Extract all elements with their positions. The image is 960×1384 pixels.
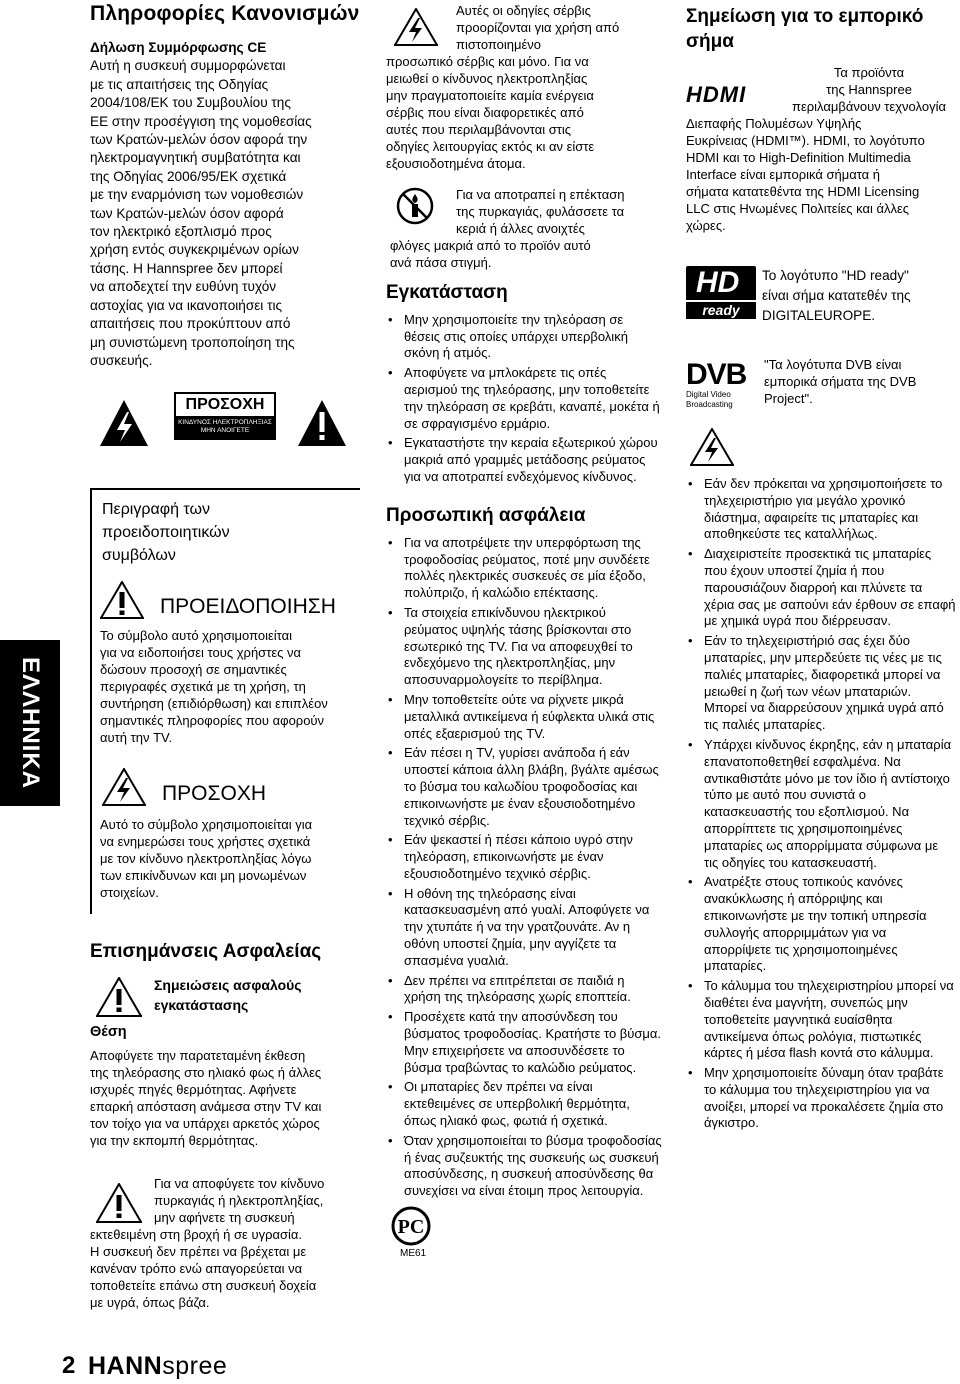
install-notes-heading bbox=[154, 975, 302, 1015]
caution-box-sub1: ΚΙΝΔΥΝΟΣ ΗΛΕΚΤΡΟΠΛΗΞΙΑΣ bbox=[178, 419, 272, 426]
text-line: Τα προϊόντα bbox=[833, 65, 905, 80]
shock-warning-icon bbox=[102, 768, 146, 806]
column-1 bbox=[90, 0, 360, 370]
list-item: • Μην χρησιμοποιείτε δύναμη όταν τραβάτε το κάλυμμα του τηλεχειριστηρίου για να ανοίξει, μπορεί να προκαλέσετε ζημία στο άγκιστρο. bbox=[686, 1065, 956, 1132]
column-2 bbox=[386, 0, 662, 1260]
list-item: • Όταν χρησιμοποιείται το βύσμα τροφοδοσίας ή ένας συζευκτής της συσκευής ως συσκευή αποσύνδεσης, η συσκευή αποσύνδεσης θα συνεχίσει να είναι έτοιμη προς λειτουργία. bbox=[386, 1133, 662, 1200]
list-item: • Αποφύγετε να μπλοκάρετε τις οπές αερισμού της τηλεόρασης, μην τοποθετείτε την τηλεόραση σε κρεβάτι, καναπέ, μοκέτα ή σε σφραγισμένο ερμάριο. bbox=[386, 365, 662, 432]
page-title: Πληροφορίες Κανονισμών bbox=[90, 2, 360, 25]
text-line: Για να αποτραπεί η επέκταση bbox=[456, 187, 625, 202]
text-line: να αποδεχτεί την ευθύνη τυχόν bbox=[90, 279, 277, 295]
text-line: προορίζονται για χρήση από bbox=[456, 20, 620, 35]
text-line: Αυτό το σύμβολο χρησιμοποιείται για bbox=[100, 817, 313, 832]
text-line: σήμα bbox=[686, 31, 734, 52]
text-line: προσωπικό σέρβις και μόνο. Για να bbox=[386, 54, 589, 69]
text-line: κεριά ή άλλες ανοιχτές bbox=[456, 221, 585, 236]
symbols-description-box bbox=[90, 488, 360, 914]
text-line: εμπορικά σήματα της DVB bbox=[764, 374, 917, 389]
personal-list bbox=[386, 535, 662, 1200]
text-line: σήματα κατατεθέντα της HDMI Licensing bbox=[686, 184, 920, 199]
hd-ready-logo: HD ready bbox=[686, 266, 756, 320]
text-line: των επικίνδυνων και μη μονωμένων bbox=[100, 868, 307, 883]
page-number: 2 bbox=[62, 1352, 76, 1379]
list-item: • Για να αποτρέψετε την υπερφόρτωση της τροφοδοσίας ρεύματος, ποτέ μην συνδέετε πολλές ηλεκτρικές συσκευές σε μία έξοδο, πολύπριζο, ή καλώδιο επέκτασης. bbox=[386, 535, 662, 602]
text-line: ΕΕ στην προσέγγιση της νομοθεσίας bbox=[90, 113, 312, 129]
text-line: συμβόλων bbox=[102, 547, 176, 564]
text-line: χώρες. bbox=[686, 218, 726, 233]
text-line: για την εκπομπή θερμότητας. bbox=[90, 1133, 259, 1149]
text-line: "Τα λογότυπα DVB είναι bbox=[764, 357, 902, 372]
trademark-heading bbox=[686, 4, 956, 54]
text-line: Αυτή η συσκευή συμμορφώνεται bbox=[90, 58, 286, 74]
text-line: οδηγίες λειτουργίας εκτός κι αν είστε bbox=[386, 139, 595, 154]
list-item: • Η οθόνη της τηλεόρασης είναι κατασκευασμένη από γυαλί. Αποφύγετε να την χτυπάτε ή να την γρατζουνάτε. Αν η οθόνη υποστεί ζημία, μην αγγίζετε τα σπασμένα γυαλιά. bbox=[386, 886, 662, 970]
text-line: Η συσκευή δεν πρέπει να βρέχεται με bbox=[90, 1244, 307, 1260]
hdmi-text-right bbox=[782, 64, 956, 115]
text-line: τάσης. Η Hannspree δεν μπορεί bbox=[90, 260, 283, 276]
language-tab-label: ΕΛΛΗΝΙΚΑ bbox=[17, 656, 44, 790]
dvb-logo: DVB Digital Video Broadcasting bbox=[686, 358, 747, 409]
caution-box bbox=[174, 392, 276, 440]
text-line: Για να αποφύγετε τον κίνδυνο bbox=[154, 1176, 325, 1192]
text-line: LLC στις Ηνωμένες Πολιτείες και άλλες bbox=[686, 201, 910, 216]
exclamation-triangle-icon bbox=[296, 398, 348, 448]
text-line: των Κρατών-μελών όσον αφορά bbox=[90, 205, 284, 221]
language-tab bbox=[0, 640, 60, 806]
text-line: φλόγες μακριά από το προϊόν αυτό bbox=[390, 238, 591, 253]
text-line: Αποφύγετε την παρατεταμένη έκθεση bbox=[90, 1048, 306, 1064]
pct-certification-icon bbox=[390, 1206, 432, 1246]
service-text bbox=[386, 53, 662, 172]
text-line: κανέναν τρόπο ενώ απαγορεύεται να bbox=[90, 1261, 303, 1277]
hdmi-text bbox=[686, 115, 956, 234]
list-item: • Μην τοποθετείτε ούτε να ρίχνετε μικρά μεταλλικά αντικείμενα ή εύφλεκτα υλικά στις οπές εξαερισμού της TV. bbox=[386, 692, 662, 742]
text-line: πιστοποιημένο bbox=[456, 37, 542, 52]
text-line: δώσουν προσοχή σε σημαντικές bbox=[100, 662, 287, 677]
symbols-heading bbox=[102, 498, 360, 567]
text-line: Ευκρίνειας (HDMI™). HDMI, το λογότυπο bbox=[686, 133, 925, 148]
list-item: • Διαχειριστείτε προσεκτικά τις μπαταρίες που έχουν υποστεί ζημία ή που παρουσιάζουν διαρροή και πλύνετε τα χέρια σας με σαπούνι εάν έρθουν σε επαφή με χημικά υγρά που διέρρευσαν. bbox=[686, 546, 956, 630]
text-line: περιλαμβάνουν τεχνολογία bbox=[792, 99, 946, 114]
safety-heading: Επισημάνσεις Ασφαλείας bbox=[90, 941, 322, 962]
fire-warning-icon bbox=[96, 1183, 142, 1223]
text-line: HDMI και το High-Definition Multimedia bbox=[686, 150, 911, 165]
text-line: για να ειδοποιήσει τους χρήστες να bbox=[100, 645, 302, 660]
list-item: • Προσέχετε κατά την αποσύνδεση του βύσματος τροφοδοσίας. Κρατήστε το βύσμα. Μην επιχειρήσετε να αποσυνδέσετε το βύσμα τραβώντας το καλώδιο ρεύματος. bbox=[386, 1009, 662, 1076]
ce-heading: Δήλωση Συμμόρφωσης CE bbox=[90, 40, 267, 55]
text-line: τον ηλεκτρικό εξοπλισμό προς bbox=[90, 224, 272, 240]
caution-body bbox=[100, 816, 360, 901]
battery-list bbox=[686, 476, 956, 1132]
text-line: να ενημερώσει τους χρήστες σχετικά bbox=[100, 834, 311, 849]
text-line: ισχυρές πηγές θερμότητας. Αφήνετε bbox=[90, 1082, 297, 1098]
text-line: σημαντικές πληροφορίες που αφορούν bbox=[100, 713, 325, 728]
text-line: σέρβις που είναι διαφορετικές από bbox=[386, 105, 584, 120]
column-3 bbox=[686, 0, 956, 1135]
text-line: DIGITALEUROPE. bbox=[762, 308, 876, 323]
svg-text:PC: PC bbox=[397, 1216, 425, 1239]
text-line: μειωθεί ο κίνδυνος ηλεκτροπληξίας bbox=[386, 71, 588, 86]
list-item: • Εγκαταστήστε την κεραία εξωτερικού χώρου μακριά από γραμμές μετάδοσης ρεύματος για να αποτραπεί ενδεχόμενος κίνδυνος. bbox=[386, 435, 662, 485]
text-line: μην πραγματοποιείτε καμία ενέργεια bbox=[386, 88, 594, 103]
caution-label: ΠΡΟΣΟΧΗ bbox=[162, 782, 266, 805]
ce-body bbox=[90, 57, 360, 370]
list-item: • Δεν πρέπει να επιτρέπεται σε παιδιά η χρήση της τηλεόρασης χωρίς εποπτεία. bbox=[386, 973, 662, 1007]
text-line: είναι σήμα κατατεθέν της bbox=[762, 288, 911, 303]
text-line: εγκατάστασης bbox=[154, 996, 249, 1013]
text-line: της πυρκαγιάς, φυλάσσετε τα bbox=[456, 204, 625, 219]
warning-label: ΠΡΟΕΙΔΟΠΟΙΗΣΗ bbox=[160, 595, 336, 618]
hd-ready-text bbox=[762, 266, 911, 326]
text-line: προειδοποιητικών bbox=[102, 524, 230, 541]
text-line: εξουσιοδοτημένα άτομα. bbox=[386, 156, 526, 171]
text-line: τον τοίχο για να υπάρχει αρκετός χώρος bbox=[90, 1116, 320, 1132]
caution-label-graphic bbox=[90, 392, 360, 456]
text-line: Σημειώσεις ασφαλούς bbox=[154, 976, 302, 993]
text-line: των Κρατών-μελών όσον αφορά την bbox=[90, 132, 308, 148]
text-line: Το σύμβολο αυτό χρησιμοποιείται bbox=[100, 628, 293, 643]
text-line: αυτή την TV. bbox=[100, 730, 173, 745]
text-line: τοποθετείτε επάνω στη συσκευή δοχεία bbox=[90, 1278, 317, 1294]
install-list bbox=[386, 312, 662, 486]
text-line: Interface είναι εμπορικά σήματα ή bbox=[686, 167, 881, 182]
list-item: • Μην χρησιμοποιείτε την τηλεόραση σε θέσεις στις οποίες υπάρχει υπερβολική σκόνη ή ατμός. bbox=[386, 312, 662, 362]
text-line: Διεπαφής Πολυμέσων Υψηλής bbox=[686, 116, 862, 131]
text-line: μη συνιστώμενη τροποποίηση της bbox=[90, 334, 295, 350]
hdmi-logo: HDMI bbox=[686, 82, 747, 107]
position-body bbox=[90, 1047, 360, 1149]
battery-shock-icon bbox=[690, 428, 734, 466]
text-line: Το λογότυπο "HD ready" bbox=[762, 268, 909, 283]
text-line: συντήρηση (επιδιόρθωση) και επιπλέον bbox=[100, 696, 328, 711]
list-item: • Οι μπαταρίες δεν πρέπει να είναι εκτεθειμένες σε υπερβολική θερμότητα, όπως ηλιακό φως, φωτιά ή σχετικά. bbox=[386, 1079, 662, 1129]
text-line: επαρκή απόσταση ανάμεσα στην TV και bbox=[90, 1099, 322, 1115]
text-line: της τηλεόρασης στο ηλιακό φως ή άλλες bbox=[90, 1065, 322, 1081]
caution-box-sub2: ΜΗΝ ΑΝΟΙΓΕΤΕ bbox=[200, 427, 250, 434]
text-line: περιγραφές σχετικά με τη χρήση, τη bbox=[100, 679, 306, 694]
text-line: 2004/108/EK του Συμβουλίου της bbox=[90, 95, 291, 111]
text-line: αυτές που περιλαμβάνονται στις bbox=[386, 122, 572, 137]
list-item: • Υπάρχει κίνδυνος έκρηξης, εάν η μπαταρία επανατοποθετηθεί εσφαλμένα. Να αντικαθιστάτε μόνο με τον ίδιο ή αντίστοιχο τύπο με αυτό που συνιστά ο κατασκευαστής του εξοπλισμού. Να απορρίπτετε τις χρησιμοποιημένες μπαταρίες ως απορρίμματα σύμφωνα με τις οδηγίες του κατασκευαστή. bbox=[686, 737, 956, 871]
safety-section bbox=[90, 942, 360, 1311]
list-item: • Εάν το τηλεχειριστήριό σας έχει δύο μπαταρίες, μην μπερδεύετε τις νέες με τις παλιές μπαταρίες, διαφορετικά μπορεί να μειωθεί η ζωή των νέων μπαταριών. Μπορεί να διαρρεύσουν χημικά υγρά από τις παλιές μπαταρίες. bbox=[686, 633, 956, 734]
text-line: ηλεκτρομαγνητική συμβατότητα και bbox=[90, 150, 301, 166]
text-line: στοιχείων. bbox=[100, 885, 159, 900]
install-warning-icon bbox=[96, 977, 142, 1017]
no-flame-icon bbox=[394, 186, 436, 226]
list-item: • Εάν ψεκαστεί ή πέσει κάποιο υγρό στην τηλεόραση, επικοινωνήστε με έναν εξουσιοδοτημένο τεχνικό σέρβις. bbox=[386, 832, 662, 882]
caution-box-title: ΠΡΟΣΟΧΗ bbox=[176, 394, 274, 416]
flame-text bbox=[386, 237, 662, 271]
text-line: ανά πάσα στιγμή. bbox=[390, 255, 492, 270]
text-line: συσκευής. bbox=[90, 352, 153, 368]
text-line: με τον κίνδυνο ηλεκτροπληξίας λόγω bbox=[100, 851, 312, 866]
warning-icon bbox=[100, 581, 144, 619]
service-shock-icon bbox=[394, 8, 438, 46]
list-item: • Ανατρέξτε στους τοπικούς κανόνες ανακύκλωσης ή απόρριψης και επικοινωνήστε με την τοπική υπηρεσία συλλογής απορριμμάτων για να απορρίψετε τις χρησιμοποιημένες μπαταρίες. bbox=[686, 874, 956, 975]
text-line: απαιτήσεις που προκύπτουν από bbox=[90, 316, 291, 332]
personal-heading: Προσωπική ασφάλεια bbox=[386, 504, 586, 526]
text-line: της Hannspree bbox=[826, 82, 912, 97]
electric-hazard-icon bbox=[98, 398, 150, 448]
text-line: Project". bbox=[764, 391, 813, 406]
text-line: της Οδηγίας 2006/95/ΕΚ σχετικά bbox=[90, 168, 287, 184]
text-line: πυρκαγιάς ή ηλεκτροπληξίας, bbox=[154, 1193, 324, 1209]
me61-label: ME61 bbox=[400, 1248, 427, 1260]
text-line: με υγρά, όπως βάζα. bbox=[90, 1295, 210, 1311]
list-item: • Εάν δεν πρόκειται να χρησιμοποιήσετε το τηλεχειριστήριο για μεγάλο χρονικό διάστημα, αφαιρείτε τις μπαταρίες και αποθηκεύστε τες καταλλήλως. bbox=[686, 476, 956, 543]
warning-body bbox=[100, 627, 360, 746]
position-label: Θέση bbox=[90, 1023, 127, 1040]
install-heading: Εγκατάσταση bbox=[386, 282, 508, 303]
text-line: με τις απαιτήσεις της Οδηγίας bbox=[90, 76, 269, 92]
text-line: μην αφήνετε τη συσκευή bbox=[154, 1210, 295, 1226]
list-item: • Εάν πέσει η TV, γυρίσει ανάποδα ή εάν υποστεί κάποια άλλη βλάβη, βγάλτε αμέσως το βύσμα του καλωδίου τροφοδοσίας και επικοινωνήστε με έναν εξουσιοδοτημένο τεχνικό σέρβις. bbox=[386, 745, 662, 829]
text-line: Αυτές οι οδηγίες σέρβις bbox=[456, 3, 591, 18]
text-line: Σημείωση για το εμπορικό bbox=[686, 6, 924, 27]
list-item: • Το κάλυμμα του τηλεχειριστηρίου μπορεί να διαθέτει ένα μαγνήτη, συνεπώς μην τοποθετείτε μαγνητικά ευαίσθητα αντικείμενα όπως ρολόγια, πιστωτικές κάρτες ή μέσα flash κοντά στο κάλυμμα. bbox=[686, 978, 956, 1062]
fire-warning-text bbox=[90, 1226, 360, 1311]
text-line: Περιγραφή των bbox=[102, 501, 210, 518]
text-line: εκτεθειμένη στη βροχή ή σε υγρασία. bbox=[90, 1227, 303, 1243]
brand-logo: HANNspree bbox=[88, 1352, 228, 1380]
text-line: με την εναρμόνιση των νομοθεσιών bbox=[90, 187, 304, 203]
text-line: χρήση εντός συγκεκριμένων ορίων bbox=[90, 242, 299, 258]
dvb-text bbox=[764, 356, 916, 407]
list-item: • Τα στοιχεία επικίνδυνου ηλεκτρικού ρεύματος υψηλής τάσης βρίσκονται στο εσωτερικό της TV. Για να αποφευχθεί το ενδεχόμενο της ηλεκτροπληξίας, μην αποσυναρμολογείτε το περίβλημα. bbox=[386, 605, 662, 689]
text-line: αστοχίας για να ικανοποιήσει τις bbox=[90, 297, 283, 313]
